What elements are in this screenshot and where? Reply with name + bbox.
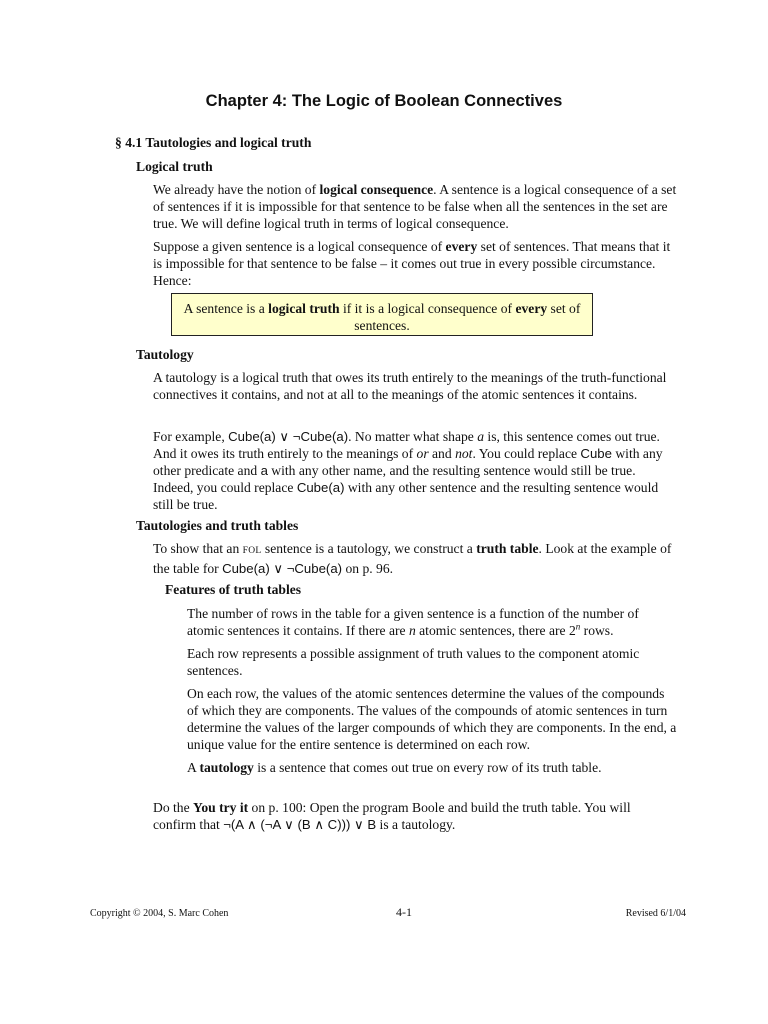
formula: Cube(a) ∨ ¬Cube(a) [222, 561, 343, 576]
footer-page-number: 4-1 [396, 905, 412, 919]
definition-callout-box: A sentence is a logical truth if it is a logical consequence of every set of sentences. [171, 293, 593, 336]
formula: ¬(A ∧ (¬A ∨ (B ∧ C))) ∨ B [223, 817, 377, 832]
truth-tables-paragraph-1: To show that an FOL sentence is a tautology, we construct a truth table. Look at the example of the table for Cube(a) ∨ ¬Cube(a) on p. 96. [153, 541, 672, 576]
you-try-it-label: You try it [193, 800, 249, 815]
tautology-paragraph-1: A tautology is a logical truth that owes its truth entirely to the meanings of the truth-functional connectives it contains, and not at all to the meanings of the atomic sentences it contains. [153, 370, 667, 402]
term-truth-table: truth table [476, 541, 539, 556]
footer-copyright: Copyright © 2004, S. Marc Cohen [90, 908, 229, 919]
emphasis-every: every [515, 301, 548, 316]
tautology-paragraph-2: For example, Cube(a) ∨ ¬Cube(a). No matter what shape a is, this sentence comes out true. And it owes its truth entirely to the meanings of or and not. You could replace Cube with any other predicate and a with any other name, and the resulting sentence would still be true. Indeed, you could replace Cube(a) with any other sentence and the resulting sentence would still be true. [153, 429, 663, 512]
subheading-tautologies-and-truth-tables: Tautologies and truth tables [136, 518, 299, 533]
logical-truth-paragraph-2: Suppose a given sentence is a logical consequence of every set of sentences. That means that it is impossible for that sentence to be false – it comes out true in every possible circumstance. Hence: [153, 239, 671, 288]
formula: Cube [580, 446, 612, 461]
small-caps-fol: FOL [242, 546, 262, 556]
logical-truth-paragraph-1: We already have the notion of logical consequence. A sentence is a logical consequence of a set of sentences if it is impossible for that sentence to be false when all the sentences in the set are true. We will define logical truth in terms of logical consequence. [153, 182, 677, 231]
features-paragraph-2: Each row represents a possible assignment of truth values to the component atomic sentences. [187, 646, 640, 678]
term-logical-truth: logical truth [268, 301, 340, 316]
section-heading: § 4.1 Tautologies and logical truth [115, 135, 312, 150]
features-paragraph-4: A tautology is a sentence that comes out true on every row of its truth table. [187, 760, 602, 775]
features-paragraph-3: On each row, the values of the atomic sentences determine the values of the compounds of which they are components. The values of the compounds of atomic sentences in turn determine the values of the larger compounds of which they are components. In the end, a unique value for the entire sentence is determined on each row. [187, 686, 677, 752]
term-tautology: tautology [199, 760, 254, 775]
chapter-title: Chapter 4: The Logic of Boolean Connectives [205, 92, 563, 110]
emphasis-every: every [445, 239, 478, 254]
footer-revised: Revised 6/1/04 [625, 908, 686, 919]
formula: Cube(a) ∨ ¬Cube(a) [228, 429, 349, 444]
subheading-features-of-truth-tables: Features of truth tables [165, 582, 302, 597]
features-paragraph-1: The number of rows in the table for a given sentence is a function of the number of atomic sentences it contains. If there are n atomic sentences, there are 2$^n$ rows. [187, 606, 639, 638]
subheading-tautology: Tautology [136, 347, 194, 362]
final-paragraph: Do the You try it on p. 100: Open the program Boole and build the truth table. You will confirm that ¬(A ∧ (¬A ∨ (B ∧ C))) ∨ B is a tautology. [153, 800, 631, 832]
term-logical-consequence: logical consequence [319, 182, 434, 197]
formula: a [260, 463, 268, 478]
formula: Cube(a) [296, 480, 345, 495]
subheading-logical-truth: Logical truth [136, 159, 213, 174]
